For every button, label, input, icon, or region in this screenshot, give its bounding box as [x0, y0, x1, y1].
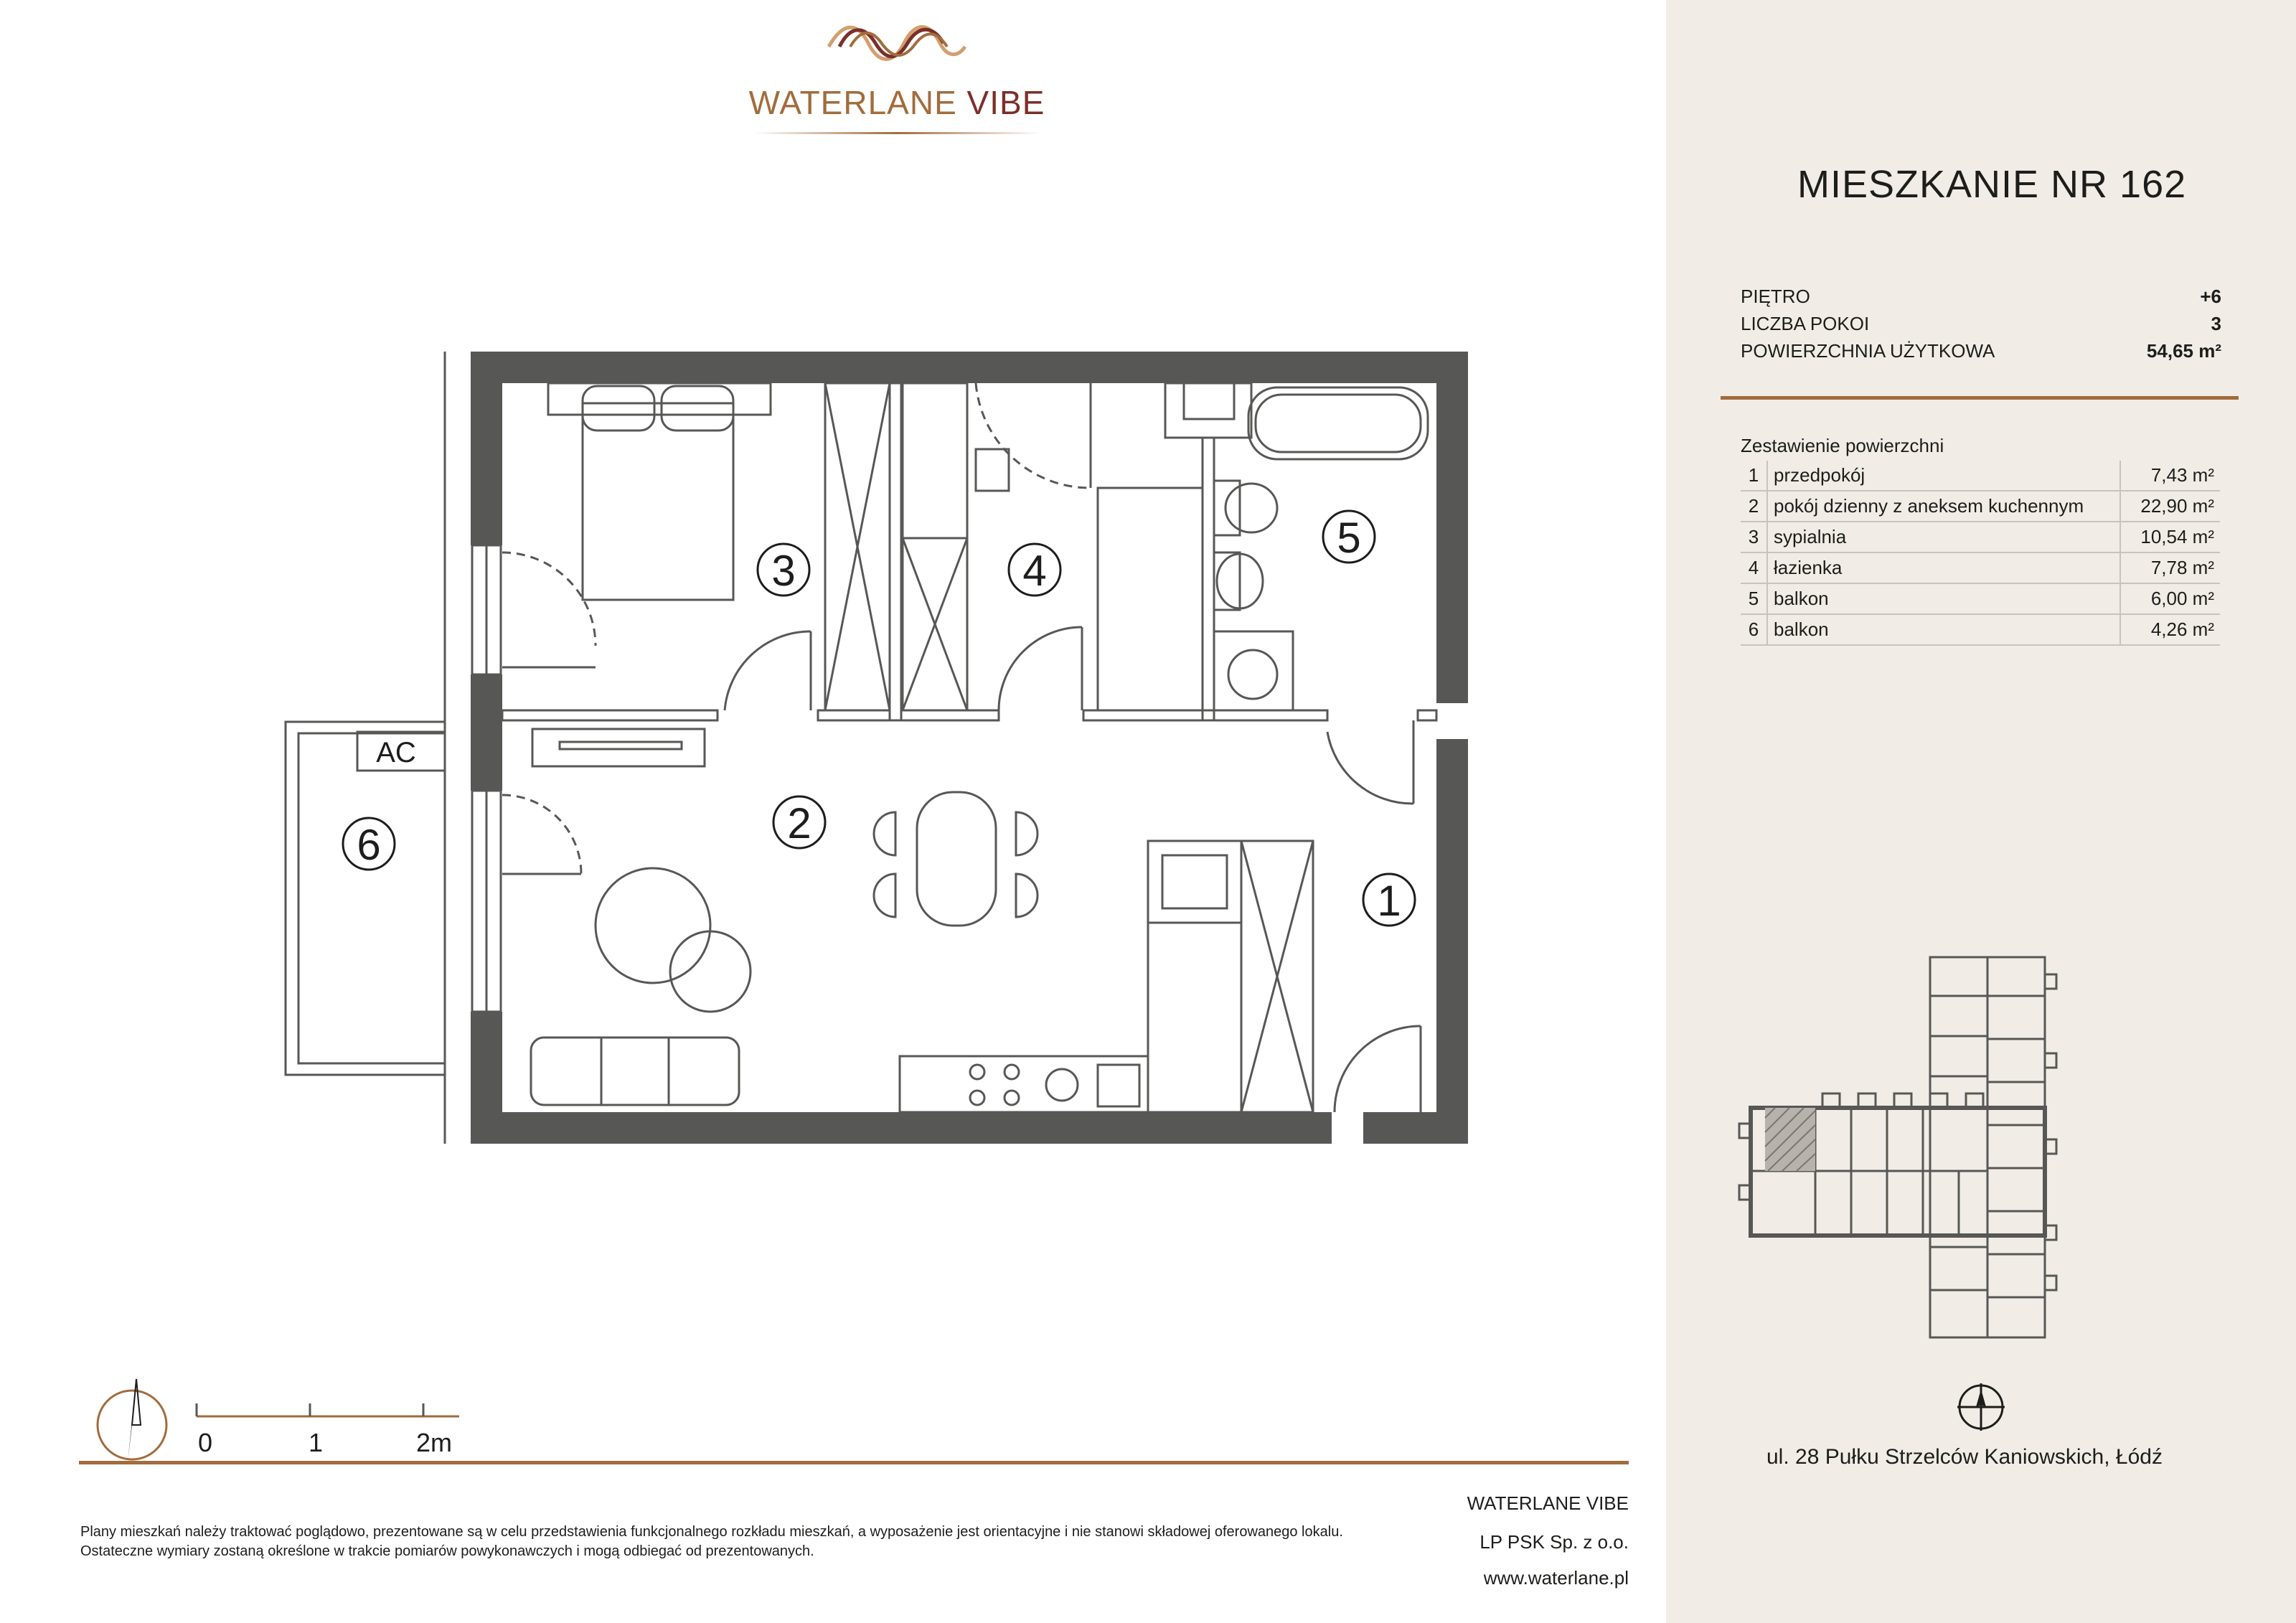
brand-name: WATERLANE VIBE [748, 84, 1045, 121]
summary-title: Zestawienie powierzchni [1741, 435, 1944, 456]
scale-bar [192, 1399, 465, 1428]
rooms-value: 3 [2211, 313, 2221, 334]
area-value: 54,65 m² [2146, 340, 2221, 362]
scale-label-0: 0 [198, 1428, 213, 1457]
room-number-1: 1 [1377, 877, 1401, 925]
floor-label: PIĘTRO [1741, 286, 1810, 307]
floor-value: +6 [2200, 286, 2221, 307]
compass-icon [1956, 1382, 2006, 1432]
address: ul. 28 Pułku Strzelców Kaniowskich, Łódź [1766, 1445, 2163, 1469]
room-number-2: 2 [787, 799, 811, 847]
scale-label-2: 2m [416, 1428, 453, 1457]
room-number-4: 4 [1022, 547, 1047, 595]
disclaimer: Plany mieszkań należy traktować poglądowo, prezentowane są w celu przedstawienia funkcjonalnego rozkładu mieszkań, a wyposażenie jest orientacyjne i nie stanowi składowej oferowanego lokalu. Ostateczne wymiary zostaną określone w trakcie pomiarów powykonawczych i mogą odbiegać od prezentowanych. [80, 1524, 1343, 1559]
area-table [1741, 461, 2220, 646]
room-number-6: 6 [357, 821, 381, 869]
room-number-5: 5 [1337, 514, 1361, 562]
apartment-title: MIESZKANIE NR 162 [1797, 163, 2187, 206]
table-row: 3 sypialnia 10,54 m² [1741, 522, 2220, 552]
table-row: 5 balkon 6,00 m² [1741, 583, 2220, 614]
company-legal: LP PSK Sp. z o.o. [1479, 1531, 1629, 1553]
area-label: POWIERZCHNIA UŻYTKOWA [1741, 340, 1995, 362]
table-row: 4 łazienka 7,78 m² [1741, 552, 2220, 583]
ac-label: AC [376, 737, 416, 768]
table-row: 1 przedpokój 7,43 m² [1741, 461, 2220, 491]
footer-divider [79, 1461, 1629, 1464]
rooms-row [1741, 313, 2221, 335]
website-link[interactable]: www.waterlane.pl [1483, 1567, 1629, 1589]
company-name: WATERLANE VIBE [1467, 1492, 1629, 1514]
table-row: 6 balkon 4,26 m² [1741, 614, 2220, 645]
divider [1721, 396, 2239, 400]
floor-row [1741, 286, 2221, 308]
info-panel [1666, 0, 2296, 1623]
building-key-plan [1736, 946, 2224, 1347]
room-number-3: 3 [771, 547, 796, 595]
north-arrow-icon [90, 1378, 177, 1464]
scale-label-1: 1 [309, 1428, 324, 1457]
rooms-label: LICZBA POKOI [1741, 313, 1870, 334]
table-row: 2 pokój dzienny z aneksem kuchennym 22,90 m² [1741, 491, 2220, 522]
area-row [1741, 340, 2221, 362]
